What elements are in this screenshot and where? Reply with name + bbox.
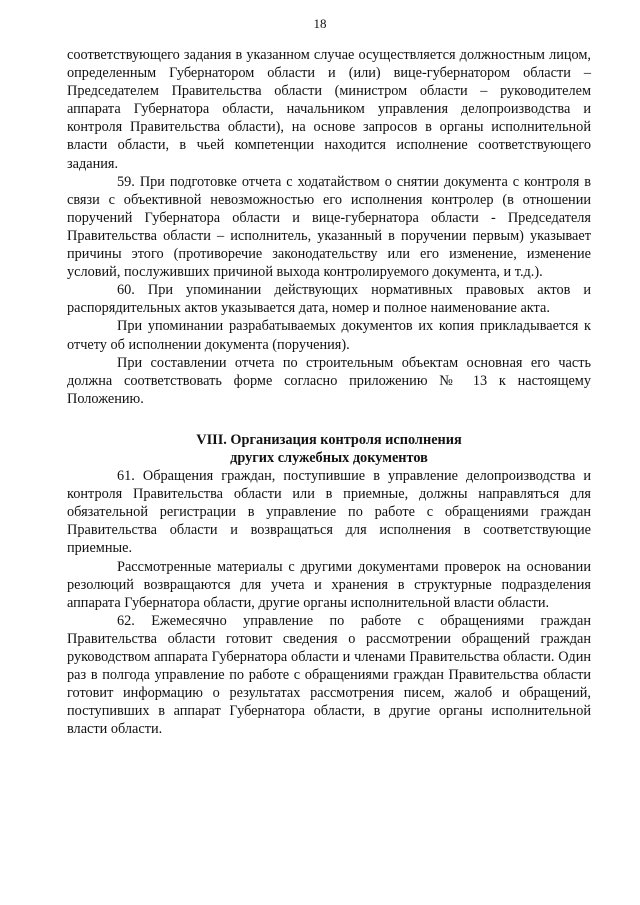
section-heading-line-1: VIII. Организация контроля исполнения	[196, 431, 462, 448]
section-heading	[67, 431, 591, 467]
section-heading-line-2: других служебных документов	[230, 449, 428, 466]
paragraph-59: 59. При подготовке отчета с ходатайством о снятии документа с контроля в связи с объективной невозможностью его исполнения контролер (в отношении поручений Губернатора области и вице-губернатора области - Председателя Правительства области – исполнитель, указанный в поручении первым) указывает причины этого (противоречие законодательству или его изменение, изменение условий, послуживших причиной выхода контролируемого документа, и т.д.).	[67, 173, 591, 281]
paragraph-60-construction: При составлении отчета по строительным объектам основная его часть должна соответствовать форме согласно приложению № 13 к настоящему Положению.	[67, 354, 591, 407]
paragraph-61-materials: Рассмотренные материалы с другими документами проверок на основании резолюций возвращаются для учета и хранения в структурные подразделения аппарата Губернатора области, другие органы исполнительной власти области.	[67, 558, 591, 611]
paragraph-60: 60. При упоминании действующих нормативных правовых актов и распорядительных актов указывается дата, номер и полное наименование акта.	[67, 282, 591, 317]
paragraph-61: 61. Обращения граждан, поступившие в управление делопроизводства и контроля Правительства области или в приемные, должны направляться для обязательной регистрации в управление по работе с обращениями граждан Правительства области и возвращаться для исполнения в соответствующие приемные.	[67, 468, 591, 557]
paragraph-continuation: соответствующего задания в указанном случае осуществляется должностным лицом, определенным Губернатором области и (или) вице-губернатором области – Председателем Правительства области (министром области – руководителем аппарата Губернатора области, начальником управления делопроизводства и контроля Правительства области), на основе запросов в органы исполнительной власти области, в чьей компетенции находится исполнение соответствующего задания.	[67, 47, 591, 172]
paragraph-62: 62. Ежемесячно управление по работе с обращениями граждан Правительства области готовит сведения о рассмотрении обращений граждан руководством аппарата Губернатора области и членами Правительства области. Один раз в полгода управление по работе с обращениями граждан Правительства области готовит информацию о результатах рассмотрения писем, жалоб и обращений, поступивших в аппарат Губернатора области, в другие органы исполнительной власти области.	[67, 612, 591, 738]
page-number: 18	[313, 16, 327, 31]
document-body	[67, 46, 591, 738]
paragraph-60-drafts: При упоминании разрабатываемых документов их копия прикладывается к отчету об исполнении документа (поручения).	[67, 318, 591, 353]
